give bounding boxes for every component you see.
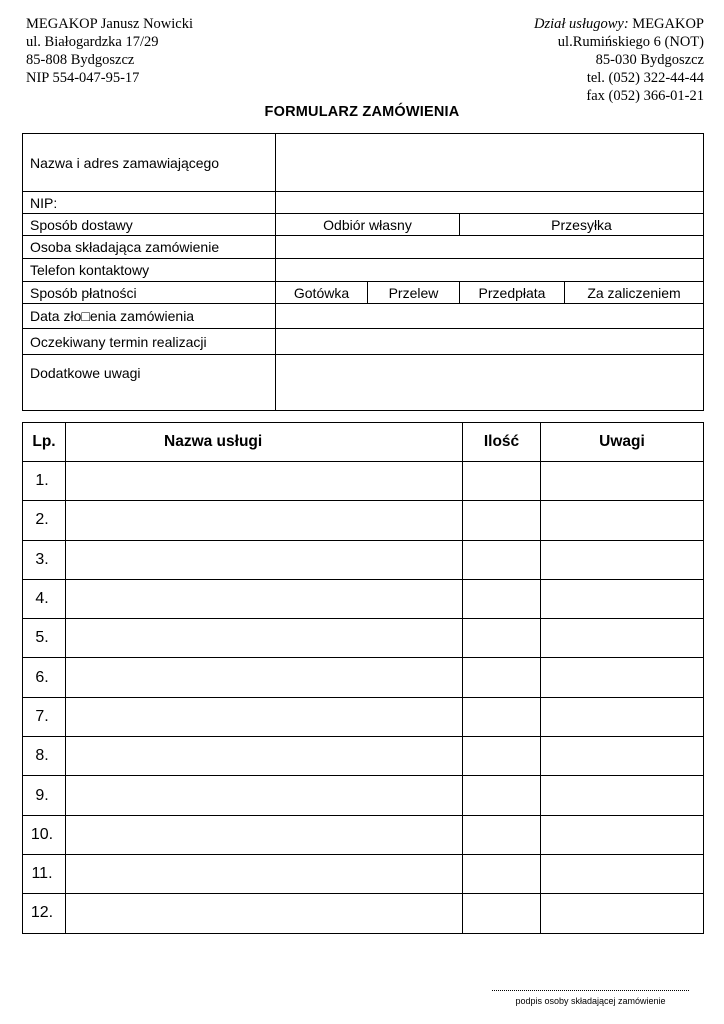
row-number: 10. xyxy=(23,815,66,854)
service-name-cell[interactable] xyxy=(66,776,463,815)
table-row xyxy=(23,894,704,933)
header-service-name: Nazwa usługi xyxy=(66,423,463,462)
nip-field[interactable] xyxy=(276,192,704,214)
remarks-cell[interactable] xyxy=(541,854,704,893)
remarks-field[interactable] xyxy=(276,355,704,411)
table-row xyxy=(23,501,704,540)
expected-date-field[interactable] xyxy=(276,329,704,355)
remarks-cell[interactable] xyxy=(541,697,704,736)
row-number: 1. xyxy=(23,462,66,501)
page-title: FORMULARZ ZAMÓWIENIA xyxy=(264,104,460,120)
service-dept-line xyxy=(534,15,704,33)
payment-option-transfer[interactable]: Przelew xyxy=(368,282,460,304)
phone-field[interactable] xyxy=(276,259,704,282)
service-name-cell[interactable] xyxy=(66,815,463,854)
remarks-cell[interactable] xyxy=(541,894,704,933)
quantity-cell[interactable] xyxy=(463,815,541,854)
table-row xyxy=(23,815,704,854)
row-number: 3. xyxy=(23,540,66,579)
service-dept-city: 85-030 Bydgoszcz xyxy=(595,52,704,68)
table-row xyxy=(23,776,704,815)
items-table xyxy=(22,422,704,934)
row-number: 2. xyxy=(23,501,66,540)
payment-option-cash[interactable]: Gotówka xyxy=(276,282,368,304)
service-name-cell[interactable] xyxy=(66,737,463,776)
remarks-cell[interactable] xyxy=(541,579,704,618)
row-number: 8. xyxy=(23,737,66,776)
table-row xyxy=(23,697,704,736)
company-street: ul. Białogardzka 17/29 xyxy=(26,34,159,50)
service-dept-name: MEGAKOP xyxy=(632,16,704,32)
quantity-cell[interactable] xyxy=(463,697,541,736)
service-name-cell[interactable] xyxy=(66,540,463,579)
phone-label: Telefon kontaktowy xyxy=(23,259,276,282)
quantity-cell[interactable] xyxy=(463,894,541,933)
service-name-cell[interactable] xyxy=(66,658,463,697)
items-body xyxy=(23,462,704,934)
quantity-cell[interactable] xyxy=(463,854,541,893)
person-label: Osoba składająca zamówienie xyxy=(23,236,276,259)
company-nip: NIP 554-047-95-17 xyxy=(26,70,140,86)
payment-option-cod[interactable]: Za zaliczeniem xyxy=(565,282,704,304)
order-date-field[interactable] xyxy=(276,304,704,329)
expected-date-label: Oczekiwany termin realizacji xyxy=(23,329,276,355)
quantity-cell[interactable] xyxy=(463,776,541,815)
header-lp: Lp. xyxy=(23,423,66,462)
remarks-cell[interactable] xyxy=(541,737,704,776)
remarks-cell[interactable] xyxy=(541,776,704,815)
payment-label: Sposób płatności xyxy=(23,282,276,304)
table-row xyxy=(23,854,704,893)
remarks-cell[interactable] xyxy=(541,501,704,540)
quantity-cell[interactable] xyxy=(463,658,541,697)
service-name-cell[interactable] xyxy=(66,619,463,658)
name-address-label: Nazwa i adres zamawiającego xyxy=(23,134,276,192)
quantity-cell[interactable] xyxy=(463,619,541,658)
service-name-cell[interactable] xyxy=(66,462,463,501)
signature-label: podpis osoby składającej zamówienie xyxy=(515,996,666,1006)
service-dept-label: Dział usługowy: xyxy=(534,16,629,32)
table-row xyxy=(23,462,704,501)
person-field[interactable] xyxy=(276,236,704,259)
remarks-cell[interactable] xyxy=(541,462,704,501)
name-address-field[interactable] xyxy=(276,134,704,192)
company-name: MEGAKOP Janusz Nowicki xyxy=(26,16,194,32)
signature-line[interactable] xyxy=(492,990,689,991)
delivery-label: Sposób dostawy xyxy=(23,214,276,236)
remarks-label: Dodatkowe uwagi xyxy=(23,355,276,411)
company-city: 85-808 Bydgoszcz xyxy=(26,52,135,68)
service-dept-street: ul.Rumińskiego 6 (NOT) xyxy=(557,34,704,50)
table-row xyxy=(23,658,704,697)
row-number: 12. xyxy=(23,894,66,933)
remarks-cell[interactable] xyxy=(541,540,704,579)
header-quantity: Ilość xyxy=(463,423,541,462)
quantity-cell[interactable] xyxy=(463,501,541,540)
service-dept-fax: fax (052) 366-01-21 xyxy=(586,88,704,104)
service-name-cell[interactable] xyxy=(66,579,463,618)
table-row xyxy=(23,579,704,618)
quantity-cell[interactable] xyxy=(463,540,541,579)
row-number: 6. xyxy=(23,658,66,697)
row-number: 11. xyxy=(23,854,66,893)
service-name-cell[interactable] xyxy=(66,854,463,893)
service-dept-tel: tel. (052) 322-44-44 xyxy=(586,70,704,86)
table-row xyxy=(23,619,704,658)
quantity-cell[interactable] xyxy=(463,737,541,776)
remarks-cell[interactable] xyxy=(541,619,704,658)
service-dept-address xyxy=(534,15,704,105)
service-name-cell[interactable] xyxy=(66,501,463,540)
order-date-label: Data zło□enia zamówienia xyxy=(23,304,276,329)
remarks-cell[interactable] xyxy=(541,658,704,697)
table-row xyxy=(23,540,704,579)
table-row xyxy=(23,737,704,776)
delivery-option-shipping[interactable]: Przesyłka xyxy=(460,214,704,236)
quantity-cell[interactable] xyxy=(463,462,541,501)
row-number: 4. xyxy=(23,579,66,618)
nip-label: NIP: xyxy=(23,192,276,214)
company-address xyxy=(26,15,193,87)
delivery-option-pickup[interactable]: Odbiór własny xyxy=(276,214,460,236)
service-name-cell[interactable] xyxy=(66,697,463,736)
row-number: 5. xyxy=(23,619,66,658)
remarks-cell[interactable] xyxy=(541,815,704,854)
service-name-cell[interactable] xyxy=(66,894,463,933)
quantity-cell[interactable] xyxy=(463,579,541,618)
row-number: 7. xyxy=(23,697,66,736)
row-number: 9. xyxy=(23,776,66,815)
order-form-table xyxy=(22,133,704,411)
payment-option-prepayment[interactable]: Przedpłata xyxy=(460,282,565,304)
header-remarks: Uwagi xyxy=(541,423,704,462)
